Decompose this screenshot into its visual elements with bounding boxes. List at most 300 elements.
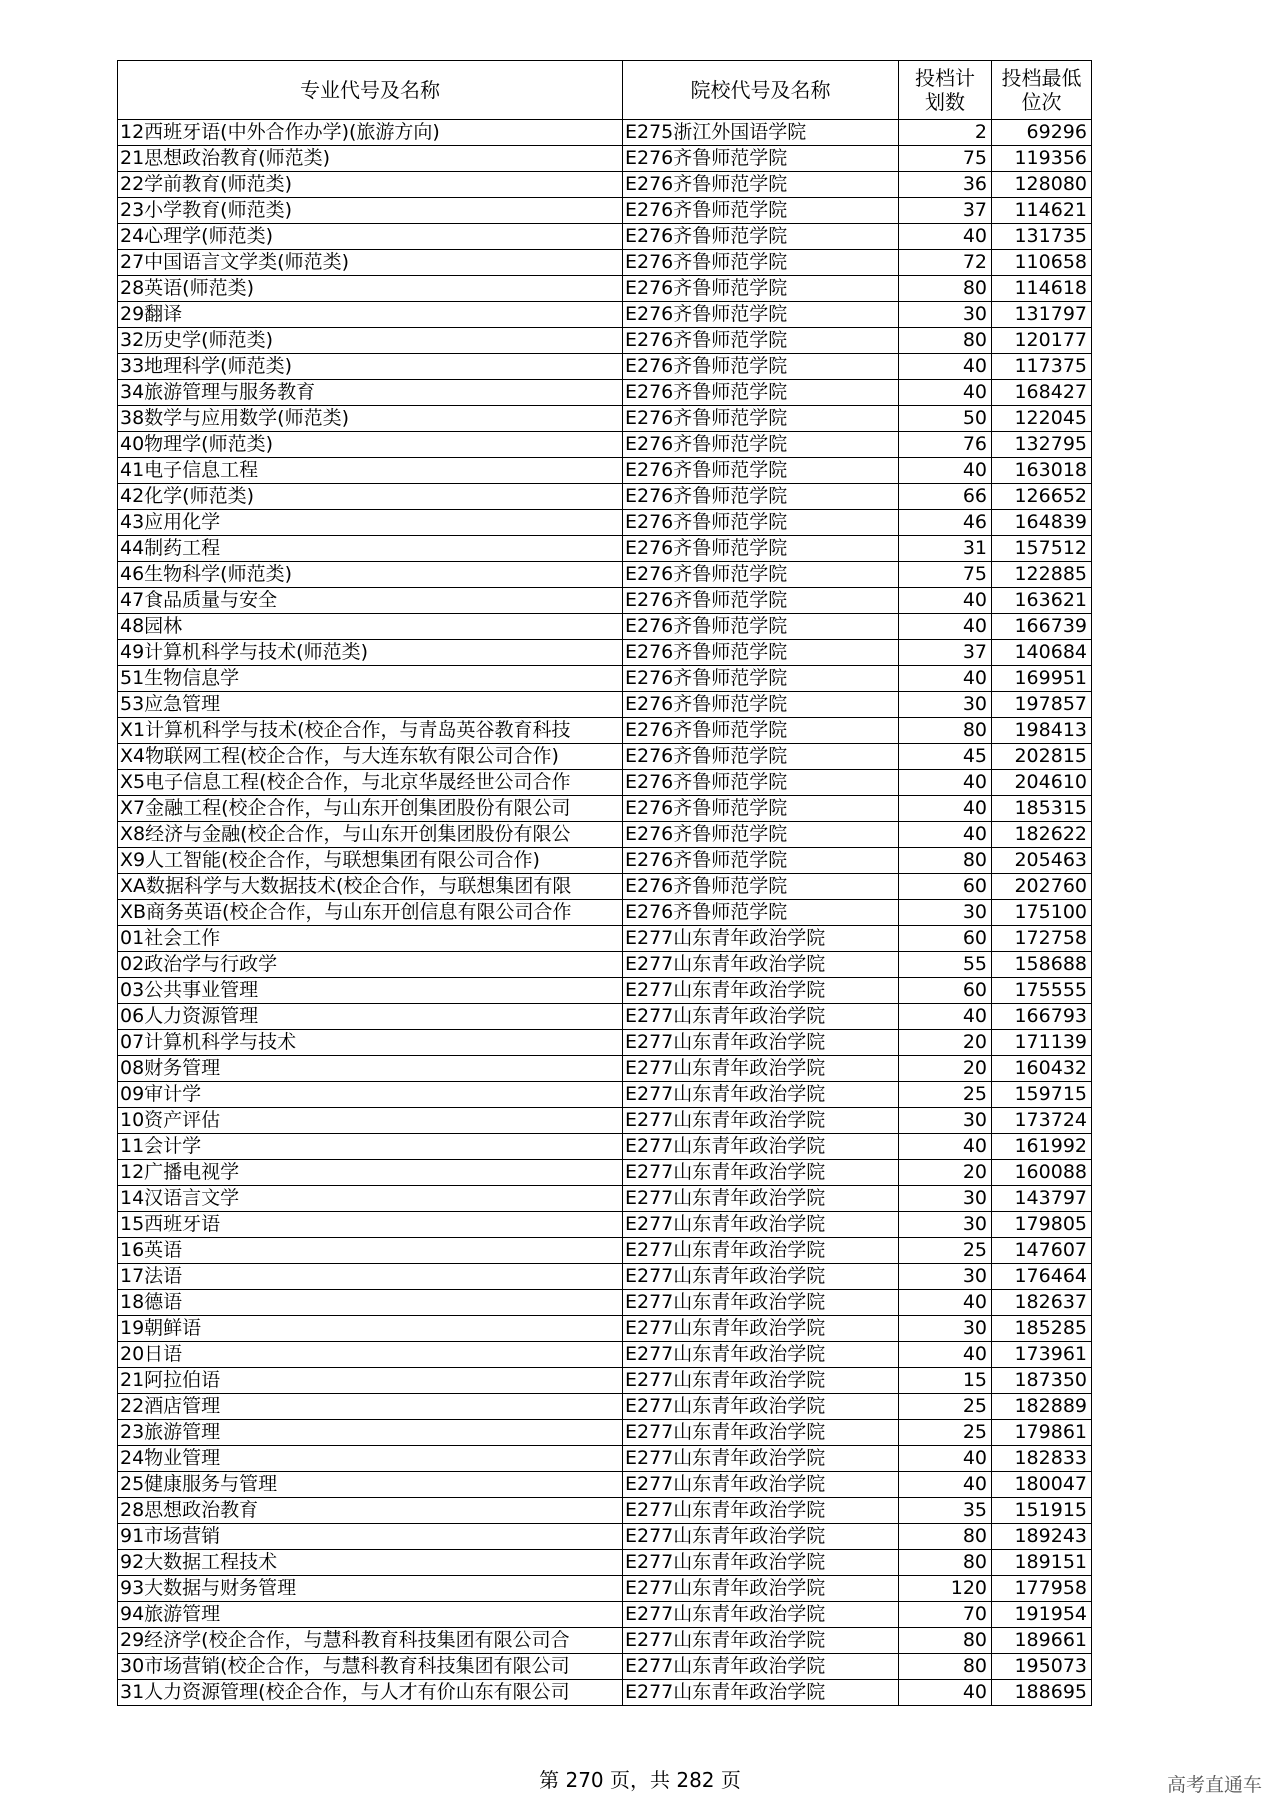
cell-school: E277山东青年政治学院 [623,926,899,952]
cell-plan-count: 25 [899,1420,992,1446]
page-number: 第 270 页，共 282 页 [539,1768,741,1792]
cell-school: E277山东青年政治学院 [623,1368,899,1394]
cell-school: E277山东青年政治学院 [623,1602,899,1628]
table-row [118,744,1092,770]
cell-major: 34旅游管理与服务教育 [118,380,623,406]
cell-plan-count: 25 [899,1238,992,1264]
cell-min-rank: 198413 [992,718,1092,744]
header-plan-count: 投档计 划数 [899,61,992,120]
table-row [118,224,1092,250]
cell-min-rank: 189151 [992,1550,1092,1576]
cell-school: E277山东青年政治学院 [623,1186,899,1212]
cell-major: 17法语 [118,1264,623,1290]
table-row [118,926,1092,952]
cell-school: E276齐鲁师范学院 [623,250,899,276]
cell-plan-count: 25 [899,1082,992,1108]
cell-major: X1计算机科学与技术(校企合作，与青岛英谷教育科技 [118,718,623,744]
table-row [118,1082,1092,1108]
cell-school: E277山东青年政治学院 [623,1030,899,1056]
cell-plan-count: 37 [899,198,992,224]
cell-min-rank: 182637 [992,1290,1092,1316]
cell-major: 22酒店管理 [118,1394,623,1420]
cell-plan-count: 25 [899,1394,992,1420]
cell-plan-count: 80 [899,848,992,874]
cell-school: E277山东青年政治学院 [623,978,899,1004]
table-row [118,562,1092,588]
cell-min-rank: 189243 [992,1524,1092,1550]
cell-min-rank: 119356 [992,146,1092,172]
cell-min-rank: 110658 [992,250,1092,276]
cell-major: 01社会工作 [118,926,623,952]
table-header-row [118,61,1092,120]
cell-major: 31人力资源管理(校企合作，与人才有价山东有限公司 [118,1680,623,1706]
cell-school: E276齐鲁师范学院 [623,172,899,198]
cell-major: 15西班牙语 [118,1212,623,1238]
cell-plan-count: 40 [899,614,992,640]
cell-plan-count: 40 [899,1472,992,1498]
cell-plan-count: 20 [899,1056,992,1082]
cell-min-rank: 188695 [992,1680,1092,1706]
cell-min-rank: 160432 [992,1056,1092,1082]
cell-min-rank: 202760 [992,874,1092,900]
cell-min-rank: 169951 [992,666,1092,692]
cell-school: E276齐鲁师范学院 [623,380,899,406]
cell-school: E277山东青年政治学院 [623,1264,899,1290]
cell-major: 03公共事业管理 [118,978,623,1004]
table-row [118,1264,1092,1290]
table-row [118,1056,1092,1082]
cell-min-rank: 189661 [992,1628,1092,1654]
table-row [118,952,1092,978]
cell-min-rank: 197857 [992,692,1092,718]
table-row [118,1680,1092,1706]
table-row [118,1420,1092,1446]
table-row [118,874,1092,900]
cell-major: X5电子信息工程(校企合作，与北京华晟经世公司合作 [118,770,623,796]
cell-school: E276齐鲁师范学院 [623,198,899,224]
cell-min-rank: 172758 [992,926,1092,952]
cell-plan-count: 80 [899,276,992,302]
cell-plan-count: 55 [899,952,992,978]
cell-school: E277山东青年政治学院 [623,1394,899,1420]
cell-major: X8经济与金融(校企合作，与山东开创集团股份有限公 [118,822,623,848]
cell-plan-count: 75 [899,146,992,172]
cell-major: 38数学与应用数学(师范类) [118,406,623,432]
cell-min-rank: 160088 [992,1160,1092,1186]
cell-plan-count: 75 [899,562,992,588]
cell-min-rank: 120177 [992,328,1092,354]
cell-plan-count: 46 [899,510,992,536]
cell-school: E276齐鲁师范学院 [623,666,899,692]
cell-plan-count: 30 [899,302,992,328]
cell-major: XB商务英语(校企合作，与山东开创信息有限公司合作 [118,900,623,926]
cell-school: E277山东青年政治学院 [623,1290,899,1316]
cell-min-rank: 177958 [992,1576,1092,1602]
cell-plan-count: 60 [899,978,992,1004]
cell-school: E276齐鲁师范学院 [623,302,899,328]
cell-major: 02政治学与行政学 [118,952,623,978]
cell-major: 43应用化学 [118,510,623,536]
cell-school: E276齐鲁师范学院 [623,874,899,900]
cell-min-rank: 164839 [992,510,1092,536]
cell-school: E277山东青年政治学院 [623,1680,899,1706]
cell-major: 11会计学 [118,1134,623,1160]
cell-major: 25健康服务与管理 [118,1472,623,1498]
cell-plan-count: 30 [899,1212,992,1238]
cell-plan-count: 80 [899,1550,992,1576]
cell-major: 47食品质量与安全 [118,588,623,614]
cell-plan-count: 30 [899,900,992,926]
cell-school: E276齐鲁师范学院 [623,458,899,484]
cell-major: 93大数据与财务管理 [118,1576,623,1602]
cell-plan-count: 72 [899,250,992,276]
table-row [118,198,1092,224]
cell-major: X9人工智能(校企合作，与联想集团有限公司合作) [118,848,623,874]
cell-major: 30市场营销(校企合作，与慧科教育科技集团有限公司 [118,1654,623,1680]
cell-school: E277山东青年政治学院 [623,1472,899,1498]
cell-school: E277山东青年政治学院 [623,1654,899,1680]
cell-plan-count: 20 [899,1030,992,1056]
cell-min-rank: 161992 [992,1134,1092,1160]
table-row [118,120,1092,146]
cell-min-rank: 157512 [992,536,1092,562]
cell-major: 53应急管理 [118,692,623,718]
cell-plan-count: 30 [899,1108,992,1134]
cell-major: 24物业管理 [118,1446,623,1472]
cell-major: 32历史学(师范类) [118,328,623,354]
table-row [118,1498,1092,1524]
cell-major: 29经济学(校企合作，与慧科教育科技集团有限公司合 [118,1628,623,1654]
cell-school: E277山东青年政治学院 [623,1082,899,1108]
cell-min-rank: 179861 [992,1420,1092,1446]
cell-major: 44制药工程 [118,536,623,562]
cell-min-rank: 204610 [992,770,1092,796]
cell-plan-count: 15 [899,1368,992,1394]
cell-plan-count: 76 [899,432,992,458]
cell-school: E276齐鲁师范学院 [623,744,899,770]
table-row [118,1368,1092,1394]
cell-school: E277山东青年政治学院 [623,952,899,978]
cell-min-rank: 205463 [992,848,1092,874]
cell-school: E277山东青年政治学院 [623,1160,899,1186]
cell-major: 33地理科学(师范类) [118,354,623,380]
cell-major: 19朝鲜语 [118,1316,623,1342]
table-row [118,640,1092,666]
cell-min-rank: 179805 [992,1212,1092,1238]
cell-min-rank: 187350 [992,1368,1092,1394]
cell-plan-count: 36 [899,172,992,198]
table-row [118,146,1092,172]
cell-major: 22学前教育(师范类) [118,172,623,198]
cell-min-rank: 131735 [992,224,1092,250]
cell-plan-count: 30 [899,692,992,718]
cell-major: 42化学(师范类) [118,484,623,510]
table-row [118,1316,1092,1342]
cell-min-rank: 114618 [992,276,1092,302]
cell-major: 08财务管理 [118,1056,623,1082]
cell-plan-count: 40 [899,1342,992,1368]
cell-min-rank: 176464 [992,1264,1092,1290]
table-row [118,1602,1092,1628]
cell-school: E275浙江外国语学院 [623,120,899,146]
table-body [118,120,1092,1706]
cell-plan-count: 40 [899,822,992,848]
table-row [118,1004,1092,1030]
header-min-rank: 投档最低 位次 [992,61,1092,120]
cell-major: X4物联网工程(校企合作，与大连东软有限公司合作) [118,744,623,770]
cell-school: E277山东青年政治学院 [623,1056,899,1082]
cell-min-rank: 168427 [992,380,1092,406]
cell-school: E277山东青年政治学院 [623,1628,899,1654]
cell-min-rank: 114621 [992,198,1092,224]
cell-major: 51生物信息学 [118,666,623,692]
cell-school: E277山东青年政治学院 [623,1446,899,1472]
cell-min-rank: 175100 [992,900,1092,926]
cell-min-rank: 175555 [992,978,1092,1004]
table-row [118,458,1092,484]
cell-school: E276齐鲁师范学院 [623,614,899,640]
cell-min-rank: 147607 [992,1238,1092,1264]
cell-plan-count: 40 [899,380,992,406]
table-row [118,1160,1092,1186]
table-row [118,770,1092,796]
cell-plan-count: 40 [899,458,992,484]
cell-plan-count: 80 [899,328,992,354]
table-row [118,692,1092,718]
cell-major: 94旅游管理 [118,1602,623,1628]
cell-school: E277山东青年政治学院 [623,1498,899,1524]
table-row [118,250,1092,276]
cell-school: E277山东青年政治学院 [623,1004,899,1030]
cell-plan-count: 80 [899,1654,992,1680]
cell-plan-count: 40 [899,1680,992,1706]
header-major: 专业代号及名称 [118,61,623,120]
cell-plan-count: 40 [899,1004,992,1030]
cell-plan-count: 66 [899,484,992,510]
cell-min-rank: 173961 [992,1342,1092,1368]
cell-min-rank: 158688 [992,952,1092,978]
cell-min-rank: 117375 [992,354,1092,380]
table-row [118,354,1092,380]
cell-major: 07计算机科学与技术 [118,1030,623,1056]
table-row [118,1342,1092,1368]
cell-school: E276齐鲁师范学院 [623,692,899,718]
cell-min-rank: 166793 [992,1004,1092,1030]
table-row [118,1550,1092,1576]
cell-min-rank: 173724 [992,1108,1092,1134]
cell-plan-count: 120 [899,1576,992,1602]
table-row [118,510,1092,536]
admission-table [117,60,1092,1706]
table-row [118,484,1092,510]
cell-school: E276齐鲁师范学院 [623,718,899,744]
cell-major: 12西班牙语(中外合作办学)(旅游方向) [118,120,623,146]
cell-plan-count: 45 [899,744,992,770]
cell-plan-count: 80 [899,1628,992,1654]
table-row [118,432,1092,458]
cell-major: 21思想政治教育(师范类) [118,146,623,172]
cell-min-rank: 202815 [992,744,1092,770]
cell-school: E277山东青年政治学院 [623,1238,899,1264]
cell-min-rank: 131797 [992,302,1092,328]
cell-school: E276齐鲁师范学院 [623,146,899,172]
cell-min-rank: 171139 [992,1030,1092,1056]
table-row [118,276,1092,302]
cell-plan-count: 2 [899,120,992,146]
cell-major: 09审计学 [118,1082,623,1108]
cell-school: E277山东青年政治学院 [623,1212,899,1238]
table-row [118,1108,1092,1134]
cell-major: 23旅游管理 [118,1420,623,1446]
cell-min-rank: 195073 [992,1654,1092,1680]
cell-school: E276齐鲁师范学院 [623,770,899,796]
cell-major: 28思想政治教育 [118,1498,623,1524]
table-row [118,406,1092,432]
cell-major: 12广播电视学 [118,1160,623,1186]
table-row [118,822,1092,848]
table-row [118,1030,1092,1056]
table-row [118,1472,1092,1498]
table-row [118,1238,1092,1264]
table-row [118,848,1092,874]
cell-major: 06人力资源管理 [118,1004,623,1030]
cell-major: 92大数据工程技术 [118,1550,623,1576]
cell-plan-count: 70 [899,1602,992,1628]
cell-plan-count: 30 [899,1316,992,1342]
cell-major: X7金融工程(校企合作，与山东开创集团股份有限公司 [118,796,623,822]
header-school: 院校代号及名称 [623,61,899,120]
cell-school: E276齐鲁师范学院 [623,224,899,250]
cell-plan-count: 35 [899,1498,992,1524]
cell-major: 24心理学(师范类) [118,224,623,250]
cell-min-rank: 151915 [992,1498,1092,1524]
table-row [118,978,1092,1004]
cell-min-rank: 122045 [992,406,1092,432]
cell-major: 48园林 [118,614,623,640]
cell-min-rank: 69296 [992,120,1092,146]
table-row [118,1290,1092,1316]
table-row [118,1628,1092,1654]
table-row [118,536,1092,562]
cell-school: E277山东青年政治学院 [623,1342,899,1368]
cell-major: 23小学教育(师范类) [118,198,623,224]
cell-school: E277山东青年政治学院 [623,1108,899,1134]
cell-major: 27中国语言文学类(师范类) [118,250,623,276]
cell-major: 49计算机科学与技术(师范类) [118,640,623,666]
cell-school: E276齐鲁师范学院 [623,900,899,926]
table-row [118,1654,1092,1680]
cell-school: E277山东青年政治学院 [623,1576,899,1602]
cell-plan-count: 31 [899,536,992,562]
table-row [118,1134,1092,1160]
cell-major: 91市场营销 [118,1524,623,1550]
cell-plan-count: 60 [899,874,992,900]
cell-min-rank: 132795 [992,432,1092,458]
cell-plan-count: 30 [899,1264,992,1290]
cell-major: 28英语(师范类) [118,276,623,302]
cell-school: E276齐鲁师范学院 [623,640,899,666]
cell-min-rank: 182889 [992,1394,1092,1420]
cell-major: 41电子信息工程 [118,458,623,484]
cell-school: E276齐鲁师范学院 [623,588,899,614]
table-row [118,1212,1092,1238]
cell-school: E276齐鲁师范学院 [623,536,899,562]
cell-min-rank: 128080 [992,172,1092,198]
cell-min-rank: 163018 [992,458,1092,484]
cell-min-rank: 182622 [992,822,1092,848]
cell-min-rank: 182833 [992,1446,1092,1472]
watermark-text: 高考直通车 [1166,1774,1262,1796]
cell-plan-count: 20 [899,1160,992,1186]
cell-major: 18德语 [118,1290,623,1316]
cell-school: E277山东青年政治学院 [623,1524,899,1550]
table-row [118,1446,1092,1472]
cell-school: E276齐鲁师范学院 [623,354,899,380]
cell-major: 21阿拉伯语 [118,1368,623,1394]
admission-table-container [117,60,1091,1706]
cell-major: 10资产评估 [118,1108,623,1134]
cell-school: E276齐鲁师范学院 [623,562,899,588]
cell-school: E276齐鲁师范学院 [623,432,899,458]
cell-major: 14汉语言文学 [118,1186,623,1212]
cell-school: E277山东青年政治学院 [623,1134,899,1160]
cell-plan-count: 60 [899,926,992,952]
cell-min-rank: 191954 [992,1602,1092,1628]
cell-school: E276齐鲁师范学院 [623,510,899,536]
table-row [118,900,1092,926]
cell-min-rank: 180047 [992,1472,1092,1498]
cell-plan-count: 80 [899,1524,992,1550]
cell-plan-count: 80 [899,718,992,744]
cell-plan-count: 40 [899,224,992,250]
cell-major: 20日语 [118,1342,623,1368]
cell-min-rank: 143797 [992,1186,1092,1212]
table-row [118,588,1092,614]
cell-school: E276齐鲁师范学院 [623,848,899,874]
table-row [118,1524,1092,1550]
cell-min-rank: 122885 [992,562,1092,588]
cell-min-rank: 163621 [992,588,1092,614]
cell-plan-count: 40 [899,1446,992,1472]
table-row [118,796,1092,822]
cell-min-rank: 140684 [992,640,1092,666]
cell-plan-count: 50 [899,406,992,432]
cell-plan-count: 37 [899,640,992,666]
cell-plan-count: 40 [899,796,992,822]
cell-min-rank: 185315 [992,796,1092,822]
cell-school: E277山东青年政治学院 [623,1316,899,1342]
table-row [118,328,1092,354]
cell-school: E277山东青年政治学院 [623,1420,899,1446]
table-row [118,302,1092,328]
table-row [118,1394,1092,1420]
cell-major: 46生物科学(师范类) [118,562,623,588]
cell-school: E276齐鲁师范学院 [623,822,899,848]
cell-school: E277山东青年政治学院 [623,1550,899,1576]
cell-school: E276齐鲁师范学院 [623,484,899,510]
cell-min-rank: 166739 [992,614,1092,640]
table-row [118,666,1092,692]
cell-major: 16英语 [118,1238,623,1264]
cell-school: E276齐鲁师范学院 [623,328,899,354]
cell-major: XA数据科学与大数据技术(校企合作，与联想集团有限 [118,874,623,900]
cell-plan-count: 40 [899,770,992,796]
cell-plan-count: 30 [899,1186,992,1212]
cell-plan-count: 40 [899,1290,992,1316]
cell-school: E276齐鲁师范学院 [623,276,899,302]
cell-major: 29翻译 [118,302,623,328]
table-row [118,172,1092,198]
